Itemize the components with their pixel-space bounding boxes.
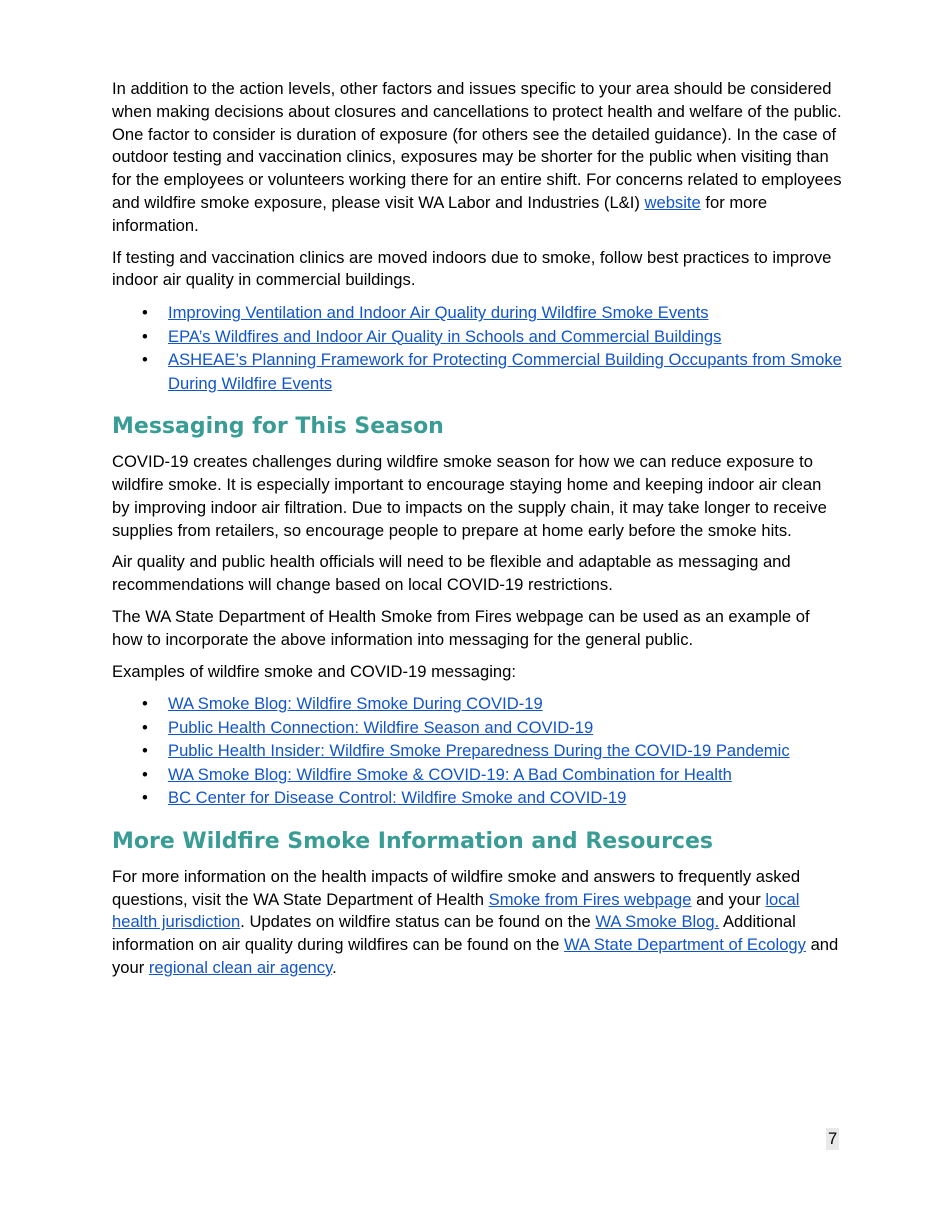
link-public-health-insider[interactable]: Public Health Insider: Wildfire Smoke Preparedness During the COVID-19 Pandemic (168, 741, 790, 761)
list-item (112, 716, 842, 740)
page-number: 7 (828, 1129, 838, 1148)
paragraph-officials: Air quality and public health officials will need to be flexible and adaptable as messaging and recommendations will change based on local COVID-19 restrictions. (112, 552, 791, 595)
messaging-links-list (112, 692, 842, 810)
link-wa-smoke-blog-covid[interactable]: WA Smoke Blog: Wildfire Smoke During COVID-19 (168, 694, 543, 714)
li-website-link[interactable]: website (644, 192, 701, 212)
list-item (112, 763, 842, 787)
paragraph-more-info: For more information on the health impacts of wildfire smoke and answers to frequently asked questions, visit the WA State Department of Health Smoke from Fires webpage and your local health jurisdiction. Updates on wildfire status can be found on the WA Smoke Blog. Additional information on air quality during wildfires can be found on the WA State Department of Ecology and your regional clean air agency. (112, 866, 839, 978)
link-local-health-jurisdiction[interactable]: local health jurisdiction (112, 889, 800, 932)
link-improving-ventilation[interactable]: Improving Ventilation and Indoor Air Quality during Wildfire Smoke Events (168, 303, 709, 323)
paragraph-examples-intro: Examples of wildfire smoke and COVID-19 messaging: (112, 661, 516, 681)
link-epa-wildfires-iaq[interactable]: EPA’s Wildfires and Indoor Air Quality in Schools and Commercial Buildings (168, 326, 722, 346)
bullet-icon: • (142, 764, 148, 784)
bullet-icon: • (142, 350, 148, 370)
paragraph-indoors: If testing and vaccination clinics are moved indoors due to smoke, follow best practices to improve indoor air quality in commercial buildings. (112, 247, 832, 290)
list-item (112, 786, 842, 810)
bullet-icon: • (142, 303, 148, 323)
list-item (112, 325, 842, 349)
link-department-of-ecology[interactable]: WA State Department of Ecology (564, 935, 806, 955)
document-page (112, 78, 842, 989)
list-item (112, 692, 842, 716)
link-wa-smoke-blog-bad-combination[interactable]: WA Smoke Blog: Wildfire Smoke & COVID-19: A Bad Combination for Health (168, 764, 732, 784)
list-item (112, 348, 842, 395)
heading-more-info: More Wildfire Smoke Information and Resources (112, 828, 713, 854)
bullet-icon: • (142, 694, 148, 714)
bullet-icon: • (142, 741, 148, 761)
link-smoke-from-fires[interactable]: Smoke from Fires webpage (488, 889, 692, 909)
list-item (112, 739, 842, 763)
paragraph-covid-challenges: COVID-19 creates challenges during wildfire smoke season for how we can reduce exposure to wildfire smoke. It is especially important to encourage staying home and keeping indoor air clean by improving indoor air filtration. Due to impacts on the supply chain, it may take longer to receive supplies from retailers, so encourage people to prepare at home early before the smoke hits. (112, 452, 827, 540)
indoor-air-links-list (112, 301, 842, 395)
link-asheae-framework[interactable]: ASHEAE’s Planning Framework for Protecting Commercial Building Occupants from Smoke During Wildfire Events (168, 350, 842, 393)
bullet-icon: • (142, 717, 148, 737)
link-wa-smoke-blog[interactable]: WA Smoke Blog. (595, 912, 720, 932)
paragraph-closures: In addition to the action levels, other factors and issues specific to your area should be considered when making decisions about closures and cancellations to protect health and welfare of the public. One factor to consider is duration of exposure (for others see the detailed guidance). In the case of outdoor testing and vaccination clinics, exposures may be shorter for the public when visiting than for the employees or volunteers working there for an entire shift. For concerns related to employees and wildfire smoke exposure, please visit WA Labor and Industries (L&I) website for more information. (112, 79, 842, 235)
link-regional-clean-air-agency[interactable]: regional clean air agency (148, 958, 333, 978)
bullet-icon: • (142, 326, 148, 346)
heading-messaging: Messaging for This Season (112, 414, 444, 440)
paragraph-doh-example: The WA State Department of Health Smoke from Fires webpage can be used as an example of how to incorporate the above information into messaging for the general public. (112, 606, 810, 649)
bullet-icon: • (142, 788, 148, 808)
link-bc-cdc[interactable]: BC Center for Disease Control: Wildfire Smoke and COVID-19 (168, 788, 627, 808)
link-public-health-connection[interactable]: Public Health Connection: Wildfire Season and COVID-19 (168, 717, 594, 737)
list-item (112, 301, 842, 325)
